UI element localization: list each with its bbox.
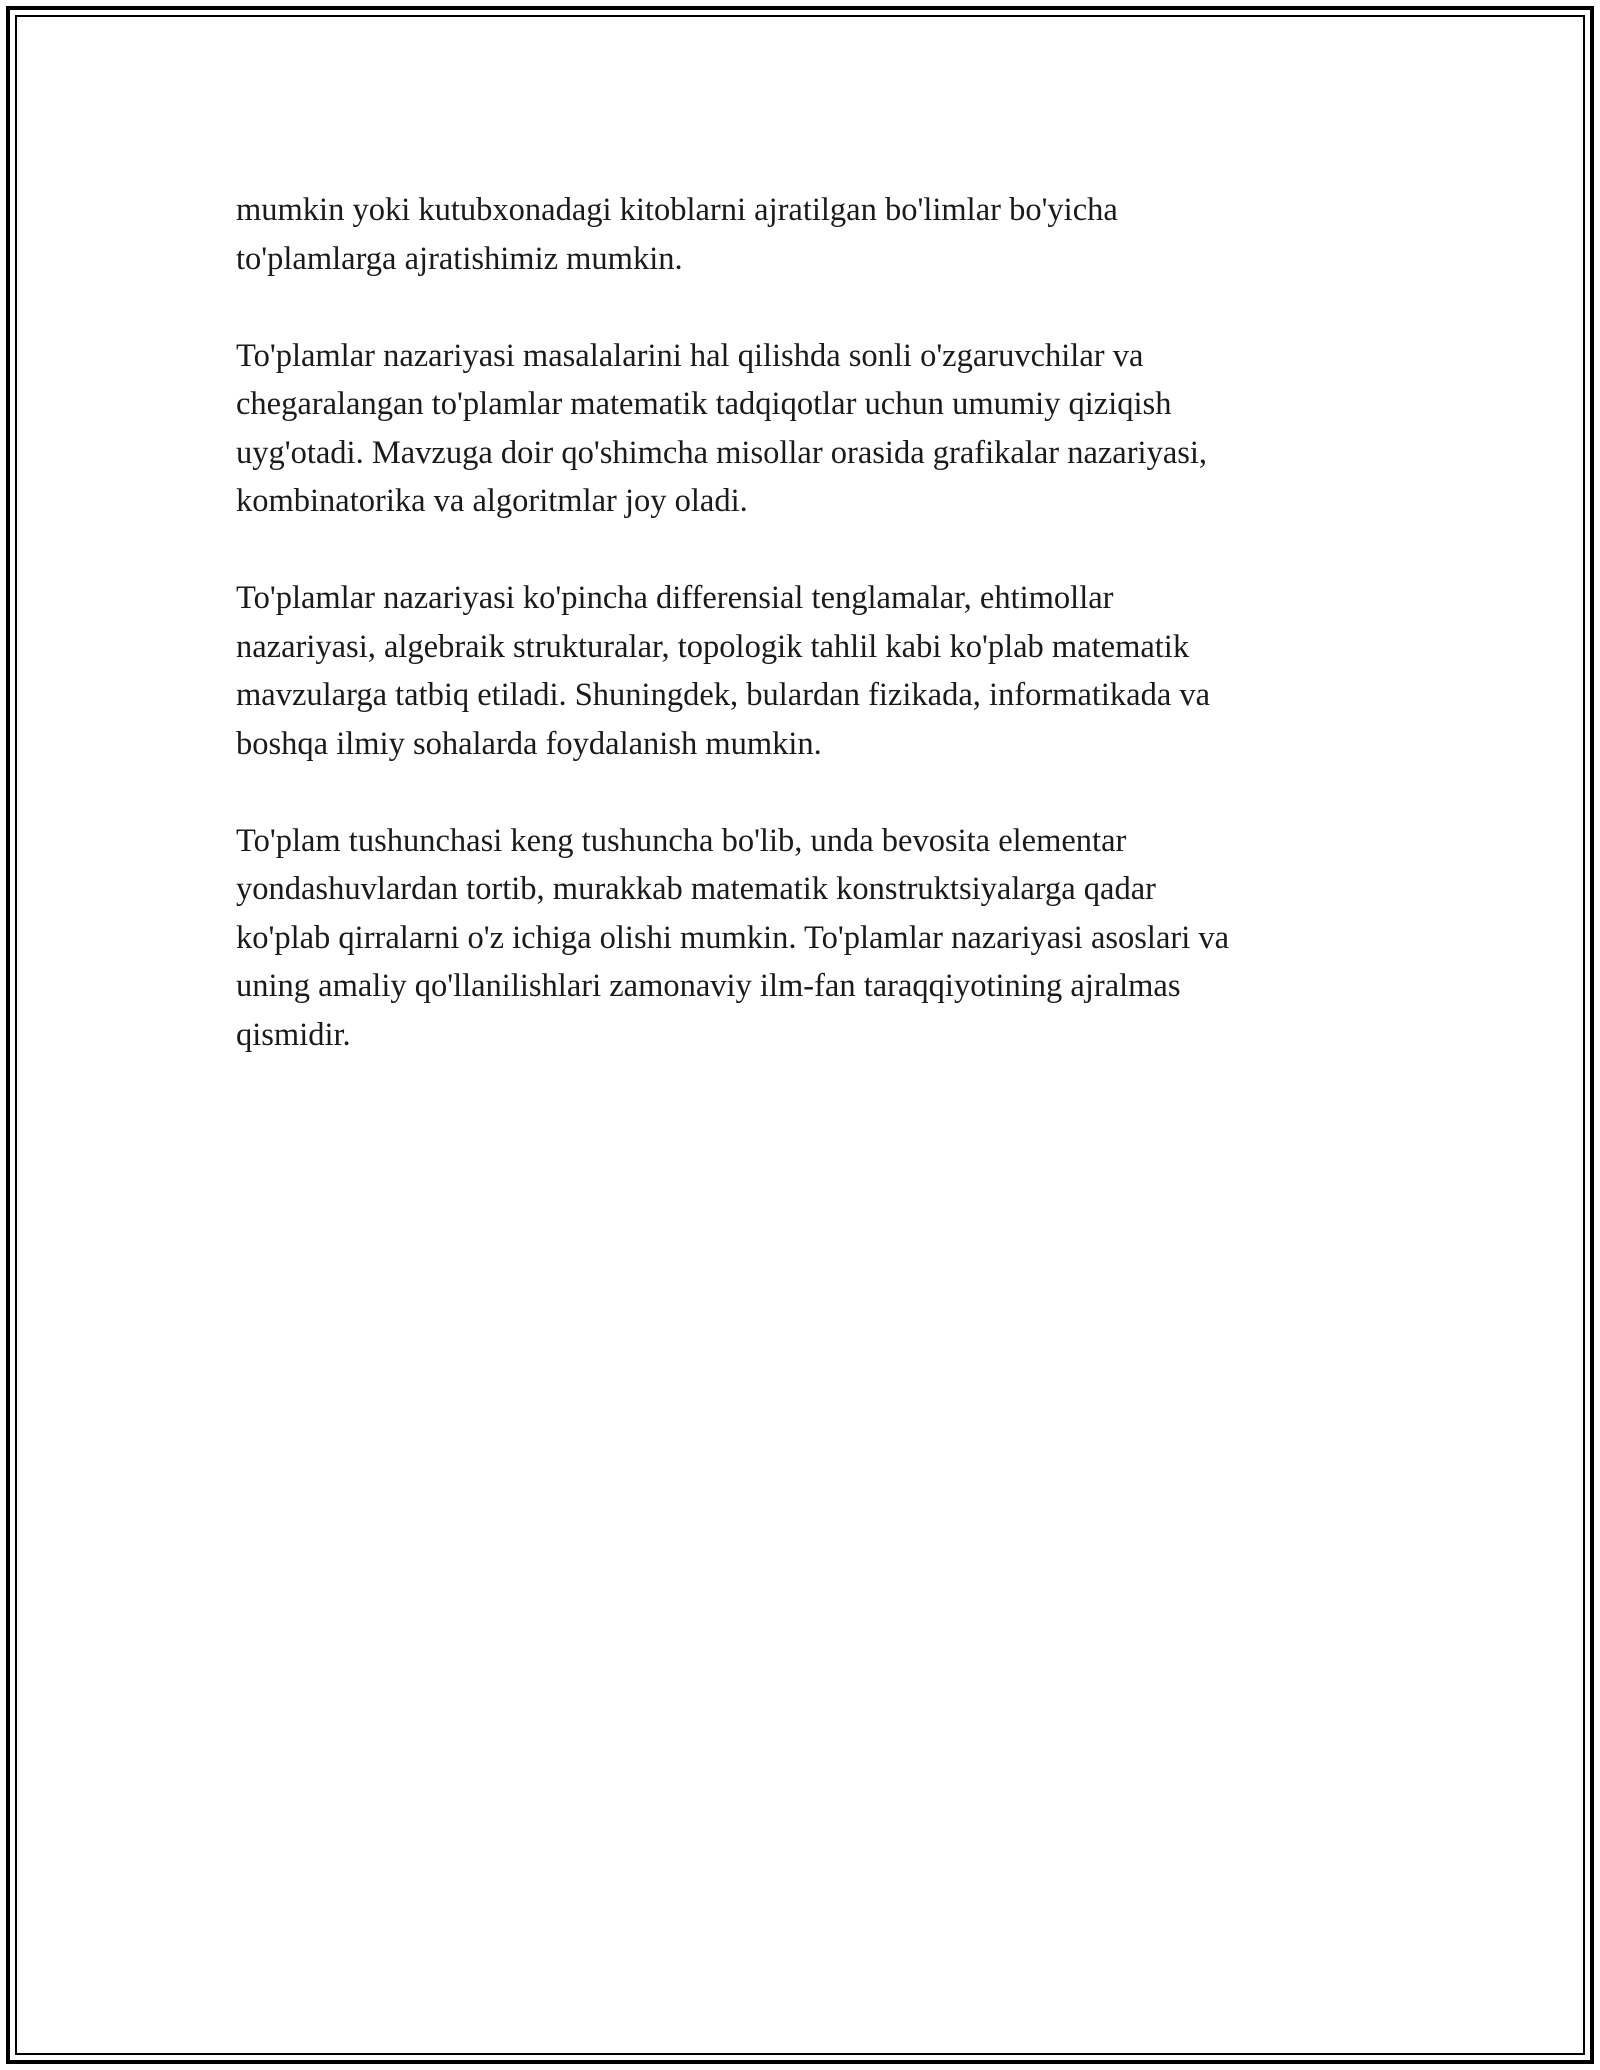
paragraph (236, 332, 1416, 526)
text-line: uyg'otadi. Mavzuga doir qo'shimcha misollar orasida grafikalar nazariyasi, (236, 434, 1208, 471)
text-line: to'plamlarga ajratishimiz mumkin. (236, 240, 683, 277)
text-line: boshqa ilmiy sohalarda foydalanish mumkin. (236, 725, 822, 762)
text-line: mavzularga tatbiq etiladi. Shuningdek, bulardan fizikada, informatikada va (236, 677, 1211, 713)
paragraph (236, 817, 1416, 1060)
text-line: yondashuvlardan tortib, murakkab matematik konstruktsiyalarga qadar (236, 871, 1156, 907)
text-line: nazariyasi, algebraik strukturalar, topologik tahlil kabi ko'plab matematik (236, 628, 1190, 665)
text-line: chegaralangan to'plamlar matematik tadqiqotlar uchun umumiy qiziqish (236, 386, 1172, 422)
text-line: qismidir. (236, 1016, 351, 1053)
paragraph (236, 186, 1416, 283)
text-line: mumkin yoki kutubxonadagi kitoblarni ajratilgan bo'limlar bo'yicha (236, 192, 1118, 228)
text-line: To'plamlar nazariyasi masalalarini hal qilishda sonli o'zgaruvchilar va (236, 337, 1144, 374)
paragraph (236, 574, 1416, 768)
text-line: ko'plab qirralarni o'z ichiga olishi mumkin. To'plamlar nazariyasi asoslari va (236, 919, 1230, 956)
text-line: To'plamlar nazariyasi ko'pincha differensial tenglamalar, ehtimollar (236, 580, 1114, 616)
text-line: uning amaliy qo'llanilishlari zamonaviy ilm-fan taraqqiyotining ajralmas (236, 968, 1181, 1004)
text-line: To'plam tushunchasi keng tushuncha bo'lib, unda bevosita elementar (236, 822, 1127, 859)
text-line: kombinatorika va algoritmlar joy oladi. (236, 483, 748, 519)
document-body (236, 186, 1416, 1108)
